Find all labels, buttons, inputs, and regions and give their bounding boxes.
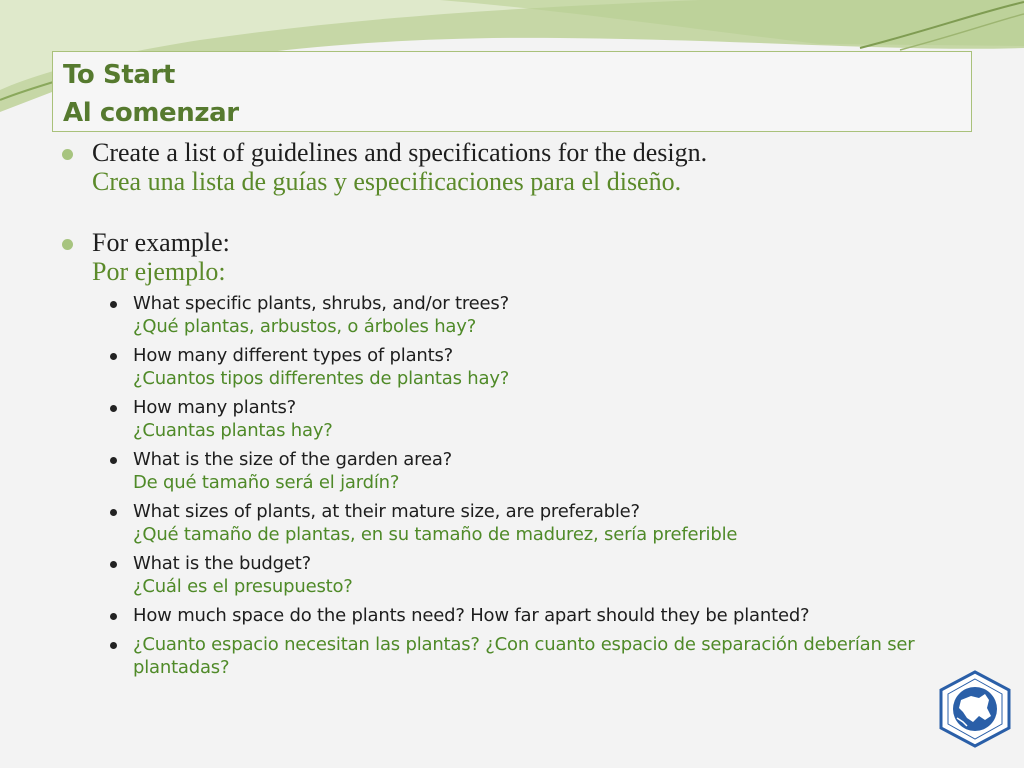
bullet-dot-icon	[110, 561, 117, 568]
sub-bullet-spanish: ¿Qué tamaño de plantas, en su tamaño de madurez, sería preferible	[133, 524, 738, 545]
slide-title-english: To Start	[63, 60, 175, 90]
bullet-dot-icon	[110, 353, 117, 360]
list-item	[104, 604, 982, 627]
sub-bullet-english: How many plants?	[133, 397, 296, 418]
bullet-dot-icon	[110, 301, 117, 308]
slide-content	[62, 138, 982, 685]
sub-bullet-spanish: ¿Cuál es el presupuesto?	[133, 576, 353, 597]
alaska-state-seal-logo-icon	[937, 670, 1013, 748]
list-item	[62, 228, 982, 286]
bullet-dot-icon	[110, 509, 117, 516]
list-item	[104, 396, 982, 442]
bullet-text-english: Create a list of guidelines and specifications for the design.	[92, 138, 708, 167]
list-item	[104, 552, 982, 598]
bullet-text-spanish: Crea una lista de guías y especificaciones para el diseño.	[92, 167, 682, 196]
sub-bullet-english: What specific plants, shrubs, and/or trees?	[133, 293, 509, 314]
slide-title-spanish: Al comenzar	[63, 98, 239, 128]
bullet-dot-icon	[62, 149, 73, 160]
list-item	[104, 500, 982, 546]
sub-bullet-english: How much space do the plants need? How far apart should they be planted?	[133, 605, 810, 626]
bullet-dot-icon	[110, 457, 117, 464]
bullet-dot-icon	[110, 642, 117, 649]
bullet-dot-icon	[62, 239, 73, 250]
sub-list	[62, 292, 982, 679]
list-item	[62, 138, 982, 196]
bullet-text-spanish: Por ejemplo:	[92, 257, 226, 286]
sub-bullet-spanish: ¿Cuantas plantas hay?	[133, 420, 333, 441]
sub-bullet-english: What is the size of the garden area?	[133, 449, 452, 470]
list-item	[104, 292, 982, 338]
bullet-dot-icon	[110, 613, 117, 620]
sub-bullet-spanish: ¿Qué plantas, arbustos, o árboles hay?	[133, 316, 477, 337]
bullet-dot-icon	[110, 405, 117, 412]
list-item	[104, 633, 982, 679]
sub-bullet-spanish: De qué tamaño será el jardín?	[133, 472, 400, 493]
sub-bullet-spanish: ¿Cuanto espacio necesitan las plantas? ¿Con cuanto espacio de separación deberían ser plantadas?	[133, 634, 915, 678]
sub-bullet-spanish: ¿Cuantos tipos differentes de plantas hay?	[133, 368, 510, 389]
sub-bullet-english: What sizes of plants, at their mature size, are preferable?	[133, 501, 640, 522]
bullet-text-english: For example:	[92, 228, 230, 257]
slide-title-box	[52, 51, 972, 132]
list-item	[104, 448, 982, 494]
list-item	[104, 344, 982, 390]
sub-bullet-english: What is the budget?	[133, 553, 311, 574]
sub-bullet-english: How many different types of plants?	[133, 345, 454, 366]
